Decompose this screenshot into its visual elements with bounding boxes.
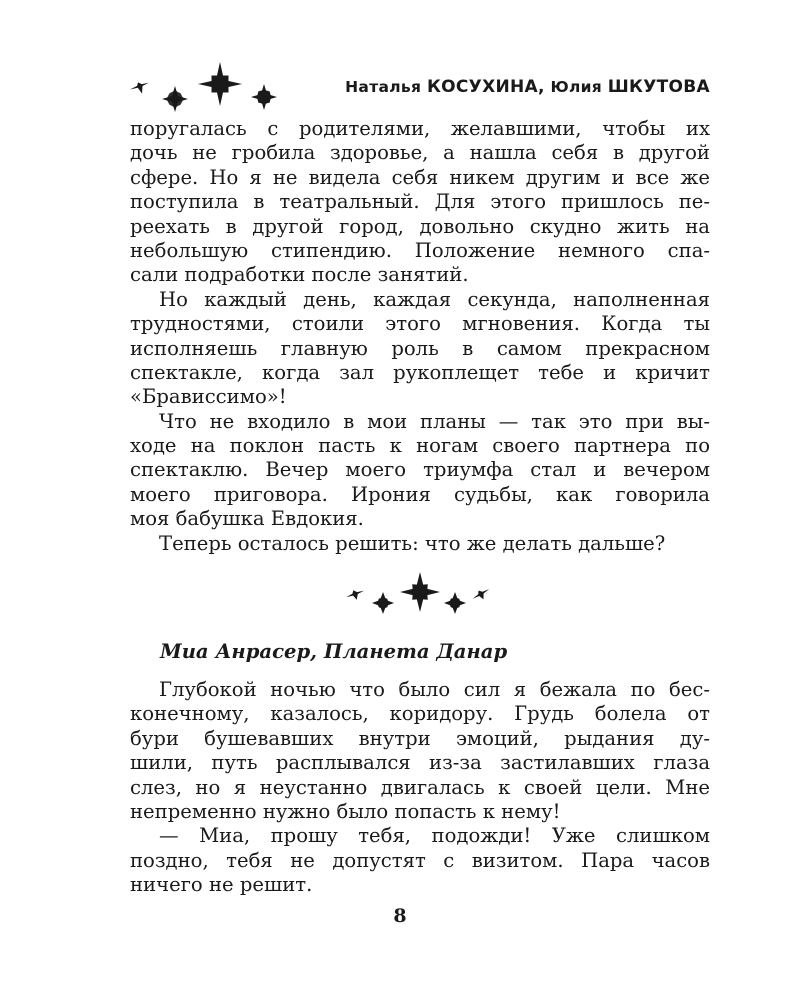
header-authors <box>345 77 710 97</box>
text-line: Но каждый день, каждая секунда, наполненная <box>159 287 710 311</box>
text-line: Что не входило в мои планы — так это при вы- <box>159 409 710 433</box>
text-line: шили, путь расплывался из-за застилавших глаза <box>130 751 710 775</box>
text-line: поругалась с родителями, желавшими, чтобы их <box>130 117 710 140</box>
text-line: трудностями, стоили этого мгновения. Когда ты <box>130 312 710 336</box>
author2-last-name: ШКУТОВА <box>607 77 710 97</box>
text-line: ничего не решит. <box>130 873 313 897</box>
text-line: — Миа, прошу тебя, подожди! Уже слишком <box>159 824 710 848</box>
star-cluster-icon <box>345 570 495 620</box>
text-line: поздно, тебя не допустят с визитом. Пара часов <box>130 848 710 872</box>
text-line: ходе на поклон пасть к ногам своего партнера по <box>130 434 710 458</box>
text-line: Глубокой ночью что было сил я бежала по бес- <box>159 678 710 701</box>
text-line: непременно нужно было попасть к нему! <box>130 799 561 823</box>
text-section-2 <box>130 678 710 898</box>
text-line: небольшую стипендию. Положение немного спа- <box>130 238 710 262</box>
text-section-1 <box>130 117 710 556</box>
text-line: Теперь осталось решить: что же делать дальше? <box>159 531 666 555</box>
running-header <box>128 58 710 114</box>
text-line: слез, но я неустанно двигалась к своей цели. Мне <box>130 775 710 799</box>
text-line: спектаклю. Вечер моего триумфа стал и вечером <box>130 458 710 482</box>
text-line: спектакле, когда зал рукоплещет тебе и кричит <box>130 360 710 384</box>
author1-last-name: КОСУХИНА, <box>426 77 545 97</box>
text-line: сфере. Но я не видела себя никем другим и все же <box>130 165 710 189</box>
text-line: дочь не гробила здоровье, а нашла себя в другой <box>130 141 710 165</box>
text-line: исполняешь главную роль в самом прекрасном <box>130 336 710 360</box>
chapter-subheading: Миа Анрасер, Планета Данар <box>160 640 508 663</box>
text-line: «Брависсимо»! <box>130 385 287 409</box>
text-line: моего приговора. Ирония судьбы, как говорила <box>130 482 710 506</box>
text-line: реехать в другой город, довольно скудно жить на <box>130 214 710 238</box>
author1-first-name: Наталья <box>345 78 422 96</box>
text-line: бури бушевавших внутри эмоций, рыдания ду- <box>130 726 710 750</box>
text-line: конечному, казалось, коридору. Грудь болела от <box>130 702 710 726</box>
text-line: поступила в театральный. Для этого пришлось пе- <box>130 190 710 214</box>
text-line: сали подработки после занятий. <box>130 263 469 287</box>
star-cluster-icon <box>128 58 288 114</box>
text-line: моя бабушка Евдокия. <box>130 507 364 531</box>
author2-first-name: Юлия <box>550 78 603 96</box>
page-number: 8 <box>393 905 407 927</box>
